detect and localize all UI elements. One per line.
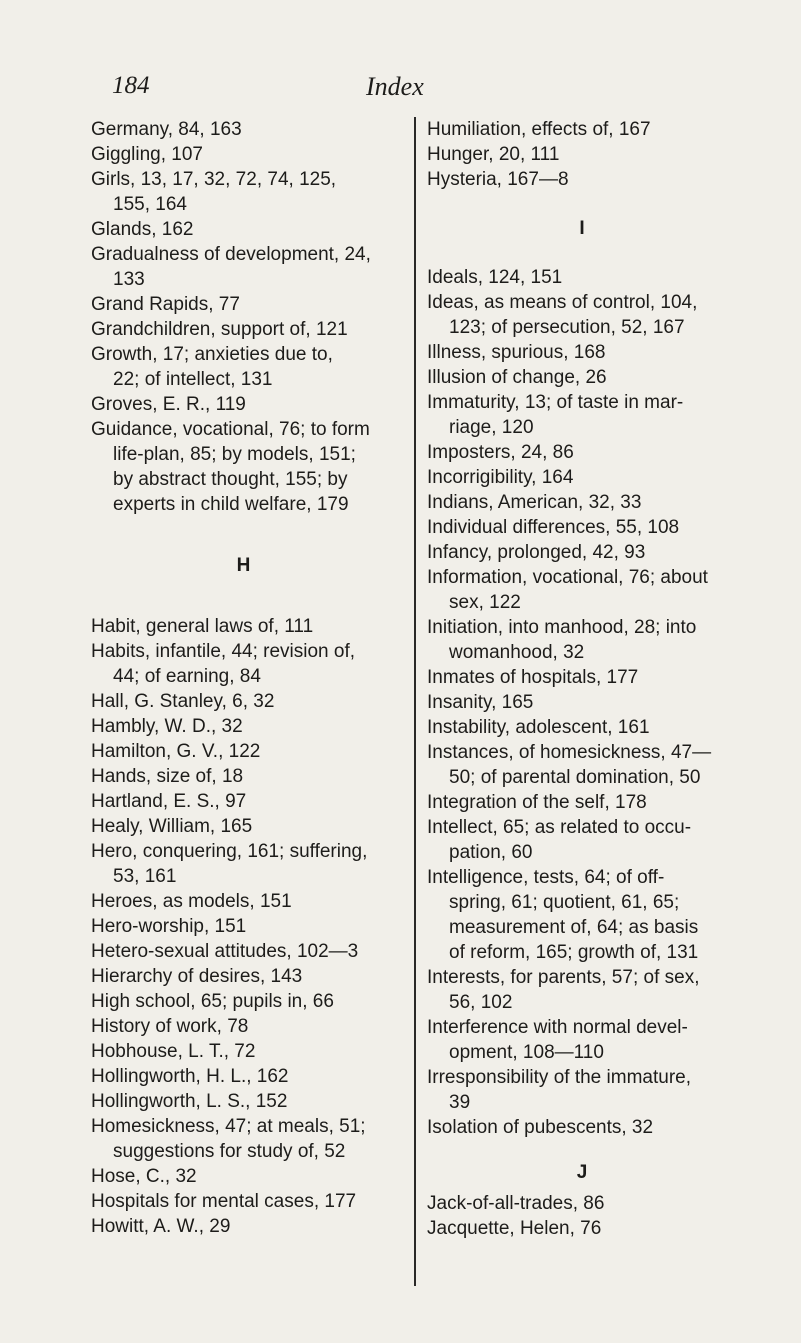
index-entry-continuation: 56, 102 bbox=[449, 992, 513, 1013]
index-entry bbox=[427, 1216, 737, 1241]
index-entry-text: Hetero-sexual attitudes, 102—3 bbox=[91, 941, 359, 962]
index-entry-text: Grandchildren, support of, 121 bbox=[91, 319, 348, 340]
index-entry bbox=[91, 292, 396, 317]
index-entry-text: Initiation, into manhood, 28; into bbox=[427, 617, 697, 638]
index-entry-continuation: 39 bbox=[449, 1092, 471, 1113]
index-entry-text: Hands, size of, 18 bbox=[91, 766, 244, 787]
index-entry-text: Inmates of hospitals, 177 bbox=[427, 667, 639, 688]
index-entry bbox=[91, 764, 396, 789]
index-entry-text: Grand Rapids, 77 bbox=[91, 294, 240, 315]
index-entry bbox=[91, 1089, 396, 1114]
index-entry-text: Hamilton, G. V., 122 bbox=[91, 741, 261, 762]
index-entry-continuation: of reform, 165; growth of, 131 bbox=[449, 942, 699, 963]
right-column bbox=[427, 117, 737, 1241]
index-entry bbox=[427, 665, 737, 690]
index-entry bbox=[91, 1214, 396, 1239]
index-entry bbox=[91, 1014, 396, 1039]
index-entry-text: Hierarchy of desires, 143 bbox=[91, 966, 303, 987]
index-entry bbox=[427, 965, 737, 1015]
index-entry-text: Irresponsibility of the immature, bbox=[427, 1067, 691, 1088]
index-entry bbox=[91, 317, 396, 342]
index-entry-text: Information, vocational, 76; about bbox=[427, 567, 708, 588]
index-entry-continuation: opment, 108—110 bbox=[449, 1042, 604, 1063]
index-entry-text: Habit, general laws of, 111 bbox=[91, 616, 314, 637]
index-entry-text: High school, 65; pupils in, 66 bbox=[91, 991, 334, 1012]
entries-g bbox=[91, 117, 396, 517]
index-entry-continuation: life-plan, 85; by models, 151; bbox=[113, 444, 356, 465]
index-entry-continuation: 53, 161 bbox=[113, 866, 177, 887]
index-entry-text: Heroes, as models, 151 bbox=[91, 891, 292, 912]
index-entry-continuation: 133 bbox=[113, 269, 145, 290]
index-entry-text: Illness, spurious, 168 bbox=[427, 342, 606, 363]
index-entry bbox=[427, 490, 737, 515]
index-entry-text: Humiliation, effects of, 167 bbox=[427, 119, 651, 140]
entries-h bbox=[91, 614, 396, 1239]
index-entry-text: Homesickness, 47; at meals, 51; bbox=[91, 1116, 366, 1137]
index-entry bbox=[91, 1039, 396, 1064]
index-entry bbox=[427, 117, 737, 142]
index-entry-text: Ideas, as means of control, 104, bbox=[427, 292, 698, 313]
index-entry-text: Interference with normal devel- bbox=[427, 1017, 688, 1038]
index-entry bbox=[91, 392, 396, 417]
index-entry-text: Individual differences, 55, 108 bbox=[427, 517, 680, 538]
index-entry-text: Instances, of homesickness, 47— bbox=[427, 742, 712, 763]
index-entry bbox=[427, 465, 737, 490]
entries-j bbox=[427, 1191, 737, 1241]
index-entry-text: Illusion of change, 26 bbox=[427, 367, 607, 388]
index-entry bbox=[427, 740, 737, 790]
index-entry bbox=[91, 714, 396, 739]
index-entry bbox=[91, 964, 396, 989]
index-entry bbox=[427, 690, 737, 715]
entries-i bbox=[427, 265, 737, 1140]
index-entry bbox=[427, 440, 737, 465]
index-entry bbox=[427, 615, 737, 665]
index-entry-text: Hospitals for mental cases, 177 bbox=[91, 1191, 357, 1212]
left-column bbox=[91, 117, 396, 1239]
index-entry-text: Intelligence, tests, 64; of off- bbox=[427, 867, 665, 888]
index-entry bbox=[427, 1191, 737, 1216]
index-entry-text: Girls, 13, 17, 32, 72, 74, 125, bbox=[91, 169, 337, 190]
index-entry-text: Howitt, A. W., 29 bbox=[91, 1216, 231, 1237]
index-entry bbox=[91, 614, 396, 639]
index-entry bbox=[91, 889, 396, 914]
index-entry bbox=[91, 1114, 396, 1164]
index-entry-text: Habits, infantile, 44; revision of, bbox=[91, 641, 356, 662]
index-entry-text: Hollingworth, L. S., 152 bbox=[91, 1091, 288, 1112]
index-entry-text: Groves, E. R., 119 bbox=[91, 394, 246, 415]
index-entry-text: Giggling, 107 bbox=[91, 144, 203, 165]
index-entry bbox=[91, 939, 396, 964]
index-entry-continuation: measurement of, 64; as basis bbox=[449, 917, 699, 938]
index-entry-text: Jack-of-all-trades, 86 bbox=[427, 1193, 605, 1214]
index-entry bbox=[91, 989, 396, 1014]
index-entry-text: Guidance, vocational, 76; to form bbox=[91, 419, 370, 440]
index-entry-text: Integration of the self, 178 bbox=[427, 792, 647, 813]
index-entry-text: Infancy, prolonged, 42, 93 bbox=[427, 542, 646, 563]
index-entry bbox=[91, 814, 396, 839]
index-entry bbox=[91, 639, 396, 689]
index-entry bbox=[91, 417, 396, 517]
index-entry bbox=[91, 839, 396, 889]
index-entry bbox=[427, 340, 737, 365]
index-entry bbox=[427, 790, 737, 815]
index-entry-continuation: 123; of persecution, 52, 167 bbox=[449, 317, 685, 338]
index-entry-text: Glands, 162 bbox=[91, 219, 194, 240]
section-letter-i: I bbox=[579, 218, 585, 239]
index-entry-continuation: womanhood, 32 bbox=[449, 642, 585, 663]
index-entry-text: Hunger, 20, 111 bbox=[427, 144, 560, 165]
index-entry-continuation: 44; of earning, 84 bbox=[113, 666, 261, 687]
index-entry bbox=[427, 365, 737, 390]
index-entry-text: Incorrigibility, 164 bbox=[427, 467, 574, 488]
index-entry-continuation: spring, 61; quotient, 61, 65; bbox=[449, 892, 680, 913]
index-entry bbox=[91, 1189, 396, 1214]
index-entry-text: Ideals, 124, 151 bbox=[427, 267, 563, 288]
index-entry bbox=[427, 515, 737, 540]
index-entry bbox=[91, 789, 396, 814]
index-entry-text: Indians, American, 32, 33 bbox=[427, 492, 642, 513]
index-entry-text: Germany, 84, 163 bbox=[91, 119, 242, 140]
index-entry bbox=[91, 217, 396, 242]
index-entry bbox=[427, 167, 737, 192]
index-entry-text: Hartland, E. S., 97 bbox=[91, 791, 247, 812]
index-entry bbox=[91, 342, 396, 392]
index-entry-text: Intellect, 65; as related to occu- bbox=[427, 817, 692, 838]
entries-h-cont bbox=[427, 117, 737, 192]
index-entry bbox=[427, 265, 737, 290]
index-entry-text: Isolation of pubescents, 32 bbox=[427, 1117, 654, 1138]
index-entry bbox=[91, 117, 396, 142]
column-divider bbox=[414, 117, 416, 1286]
index-entry-continuation: 22; of intellect, 131 bbox=[113, 369, 273, 390]
index-entry-text: History of work, 78 bbox=[91, 1016, 249, 1037]
index-entry bbox=[91, 739, 396, 764]
section-letter-j: J bbox=[576, 1162, 588, 1183]
index-entry bbox=[427, 1115, 737, 1140]
index-entry bbox=[427, 565, 737, 615]
index-entry-continuation: suggestions for study of, 52 bbox=[113, 1141, 346, 1162]
index-entry-text: Hero-worship, 151 bbox=[91, 916, 247, 937]
index-entry-text: Hobhouse, L. T., 72 bbox=[91, 1041, 256, 1062]
index-entry bbox=[91, 242, 396, 292]
index-entry bbox=[427, 865, 737, 965]
index-entry bbox=[91, 1064, 396, 1089]
index-entry-text: Hero, conquering, 161; suffering, bbox=[91, 841, 368, 862]
index-entry-text: Interests, for parents, 57; of sex, bbox=[427, 967, 700, 988]
index-entry-text: Imposters, 24, 86 bbox=[427, 442, 574, 463]
running-head: Index bbox=[366, 72, 424, 101]
index-entry-text: Instability, adolescent, 161 bbox=[427, 717, 650, 738]
index-entry-text: Jacquette, Helen, 76 bbox=[427, 1218, 602, 1239]
index-entry bbox=[427, 1065, 737, 1115]
index-entry-continuation: sex, 122 bbox=[449, 592, 521, 613]
index-entry-continuation: by abstract thought, 155; by bbox=[113, 469, 348, 490]
index-entry-text: Hambly, W. D., 32 bbox=[91, 716, 243, 737]
index-entry-text: Hysteria, 167—8 bbox=[427, 169, 569, 190]
page-number: 184 bbox=[112, 72, 150, 99]
index-entry bbox=[427, 142, 737, 167]
index-entry-text: Immaturity, 13; of taste in mar- bbox=[427, 392, 684, 413]
index-entry-text: Growth, 17; anxieties due to, bbox=[91, 344, 333, 365]
index-entry bbox=[91, 142, 396, 167]
index-entry bbox=[427, 290, 737, 340]
index-entry bbox=[427, 390, 737, 440]
index-entry-text: Insanity, 165 bbox=[427, 692, 534, 713]
index-entry-text: Hall, G. Stanley, 6, 32 bbox=[91, 691, 275, 712]
index-entry-text: Hollingworth, H. L., 162 bbox=[91, 1066, 289, 1087]
index-entry-continuation: 50; of parental domination, 50 bbox=[449, 767, 701, 788]
index-entry-text: Hose, C., 32 bbox=[91, 1166, 197, 1187]
index-entry-text: Gradualness of development, 24, bbox=[91, 244, 371, 265]
section-letter-h: H bbox=[236, 555, 251, 576]
index-entry bbox=[91, 167, 396, 217]
index-entry-continuation: experts in child welfare, 179 bbox=[113, 494, 349, 515]
index-entry bbox=[91, 689, 396, 714]
index-entry-text: Healy, William, 165 bbox=[91, 816, 253, 837]
index-entry bbox=[427, 815, 737, 865]
index-entry bbox=[91, 1164, 396, 1189]
index-entry-continuation: 155, 164 bbox=[113, 194, 187, 215]
index-entry-continuation: pation, 60 bbox=[449, 842, 533, 863]
index-entry bbox=[427, 1015, 737, 1065]
index-entry bbox=[427, 540, 737, 565]
index-entry bbox=[427, 715, 737, 740]
index-entry bbox=[91, 914, 396, 939]
index-entry-continuation: riage, 120 bbox=[449, 417, 534, 438]
